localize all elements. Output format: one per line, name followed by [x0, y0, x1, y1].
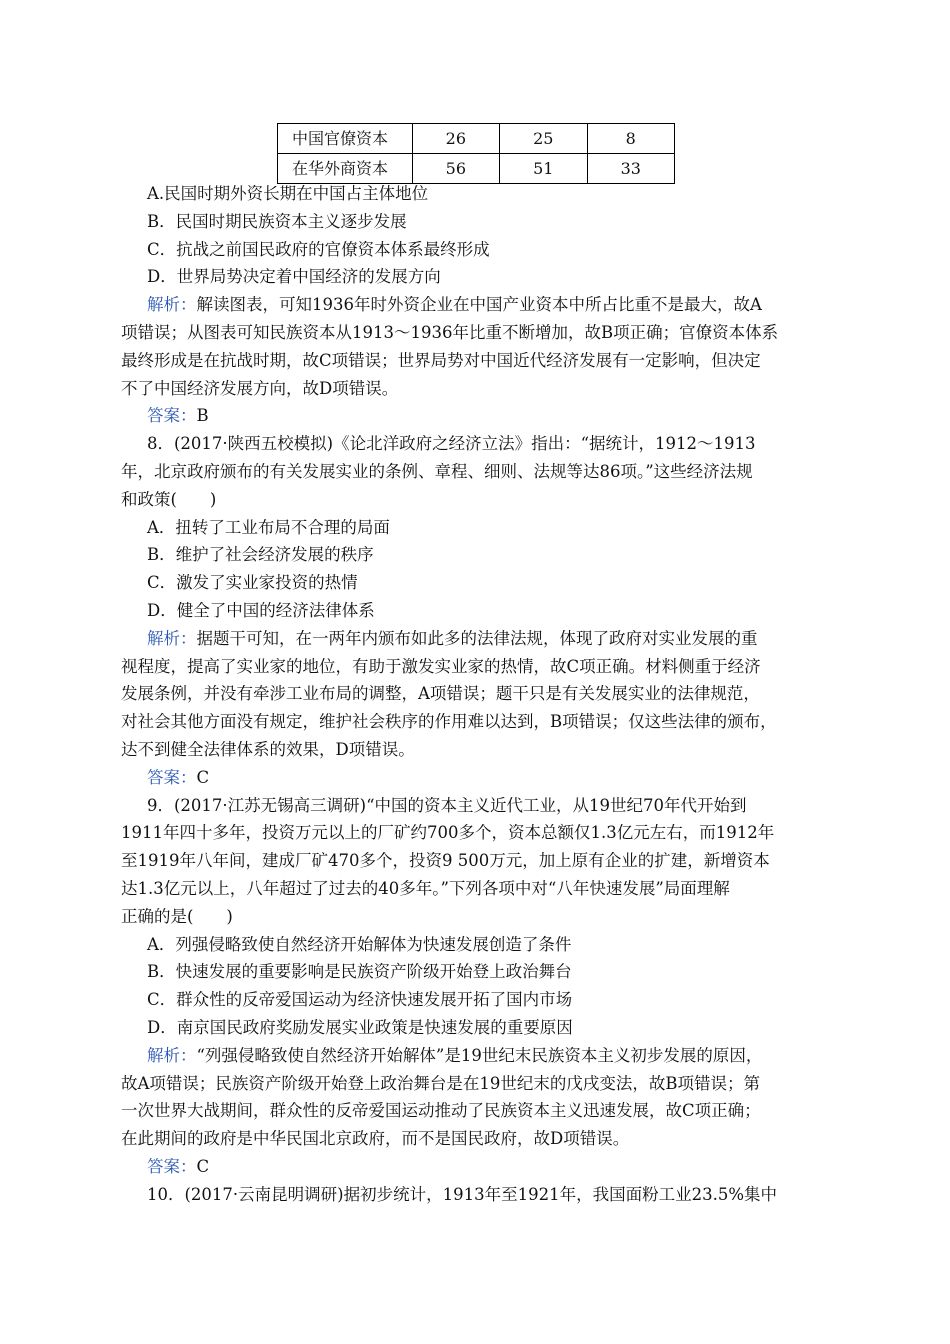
answer-label: 答案： [147, 1156, 197, 1176]
table-cell: 51 [500, 154, 587, 184]
option-b: B．民国时期民族资本主义逐步发展 [147, 211, 407, 231]
table-cell: 33 [587, 154, 675, 184]
analysis-line: 达不到健全法律体系的效果，D项错误。 [121, 739, 415, 759]
analysis-line: 在此期间的政府是中华民国北京政府，而不是国民政府，故D项错误。 [121, 1129, 630, 1149]
analysis-line: 项错误；从图表可知民族资本从1913～1936年比重不断增加，故B项正确；官僚资本体系 [121, 322, 779, 342]
analysis-line: 视程度，提高了实业家的地位，有助于激发实业家的热情，故C项正确。材料侧重于经济 [121, 656, 761, 676]
answer-value: B [196, 406, 209, 426]
analysis-line: 解析：“列强侵略致使自然经济开始解体”是19世纪末民族资本主义初步发展的原因， [147, 1045, 763, 1065]
analysis-label: 解析： [147, 295, 197, 315]
row-label: 在华外商资本 [278, 154, 413, 184]
option-d: D．世界局势决定着中国经济的发展方向 [147, 267, 441, 287]
option-d: D．南京国民政府奖励发展实业政策是快速发展的重要原因 [147, 1017, 573, 1037]
answer-line [147, 764, 807, 792]
table-row [278, 124, 675, 154]
analysis-line: 一次世界大战期间，群众性的反帝爱国运动推动了民族资本主义迅速发展，故C项正确； [121, 1101, 761, 1121]
answer-label: 答案： [147, 767, 197, 787]
answer-value: C [196, 1156, 210, 1176]
table-cell: 26 [412, 124, 499, 154]
answer-line [147, 402, 807, 430]
question-line: 9．(2017·江苏无锡高三调研)“中国的资本主义近代工业，从19世纪70年代开始到 [147, 795, 747, 815]
analysis-line: 解析：解读图表，可知1936年时外资企业在中国产业资本中所占比重不是最大，故A [147, 295, 762, 315]
analysis-line: 发展条例，并没有牵涉工业布局的调整，A项错误；题干只是有关发展实业的法律规范， [121, 684, 760, 704]
option-a: A．扭转了工业布局不合理的局面 [147, 517, 390, 537]
question-line: 10．(2017·云南昆明调研)据初步统计，1913年至1921年，我国面粉工业23.5%集中 [147, 1184, 778, 1204]
table-cell: 56 [412, 154, 499, 184]
answer-label: 答案： [147, 406, 197, 426]
question-line: 至1919年八年间，建成厂矿470多个，投资9 500万元，加上原有企业的扩建，新增资本 [121, 851, 770, 871]
analysis-line: 不了中国经济发展方向，故D项错误。 [121, 378, 399, 398]
analysis-line: 对社会其他方面没有规定，维护社会秩序的作用难以达到，B项错误；仅这些法律的颁布， [121, 712, 777, 732]
option-c: C．群众性的反帝爱国运动为经济快速发展开拓了国内市场 [147, 990, 573, 1010]
option-c: C．抗战之前国民政府的官僚资本体系最终形成 [147, 239, 490, 259]
table-cell: 8 [587, 124, 675, 154]
option-d: D．健全了中国的经济法律体系 [147, 600, 375, 620]
question-line: 8．(2017·陕西五校模拟)《论北洋政府之经济立法》指出：“据统计，1912～1913 [147, 434, 756, 454]
row-label: 中国官僚资本 [278, 124, 413, 154]
text-body [121, 180, 807, 1208]
analysis-label: 解析： [147, 628, 197, 648]
option-b: B．快速发展的重要影响是民族资产阶级开始登上政治舞台 [147, 962, 572, 982]
question-line: 年，北京政府颁布的有关发展实业的条例、章程、细则、法规等达86项。”这些经济法规 [121, 461, 753, 481]
question-line: 和政策( ) [121, 489, 217, 509]
analysis-line: 解析：据题干可知，在一两年内颁布如此多的法律法规，体现了政府对实业发展的重 [147, 628, 758, 648]
analysis-line: 故A项错误；民族资产阶级开始登上政治舞台是在19世纪末的戊戌变法，故B项错误；第 [121, 1073, 761, 1093]
answer-line [147, 1153, 807, 1181]
option-b: B．维护了社会经济发展的秩序 [147, 545, 374, 565]
answer-value: C [196, 767, 210, 787]
analysis-line: 最终形成是在抗战时期，故C项错误；世界局势对中国近代经济发展有一定影响，但决定 [121, 350, 761, 370]
option-a: A．列强侵略致使自然经济开始解体为快速发展创造了条件 [147, 934, 572, 954]
question-line: 达1.3亿元以上，八年超过了过去的40多年。”下列各项中对“八年快速发展”局面理解 [121, 878, 730, 898]
table-row [278, 154, 675, 184]
question-line: 1911年四十多年，投资万元以上的厂矿约700多个，资本总额仅1.3亿元左右，而1912年 [121, 823, 775, 843]
option-a: A.民国时期外资长期在中国占主体地位 [147, 184, 429, 203]
analysis-label: 解析： [147, 1045, 197, 1065]
table-cell: 25 [500, 124, 587, 154]
option-c: C．激发了实业家投资的热情 [147, 573, 358, 593]
capital-table [277, 123, 675, 184]
question-line: 正确的是( ) [121, 906, 233, 926]
